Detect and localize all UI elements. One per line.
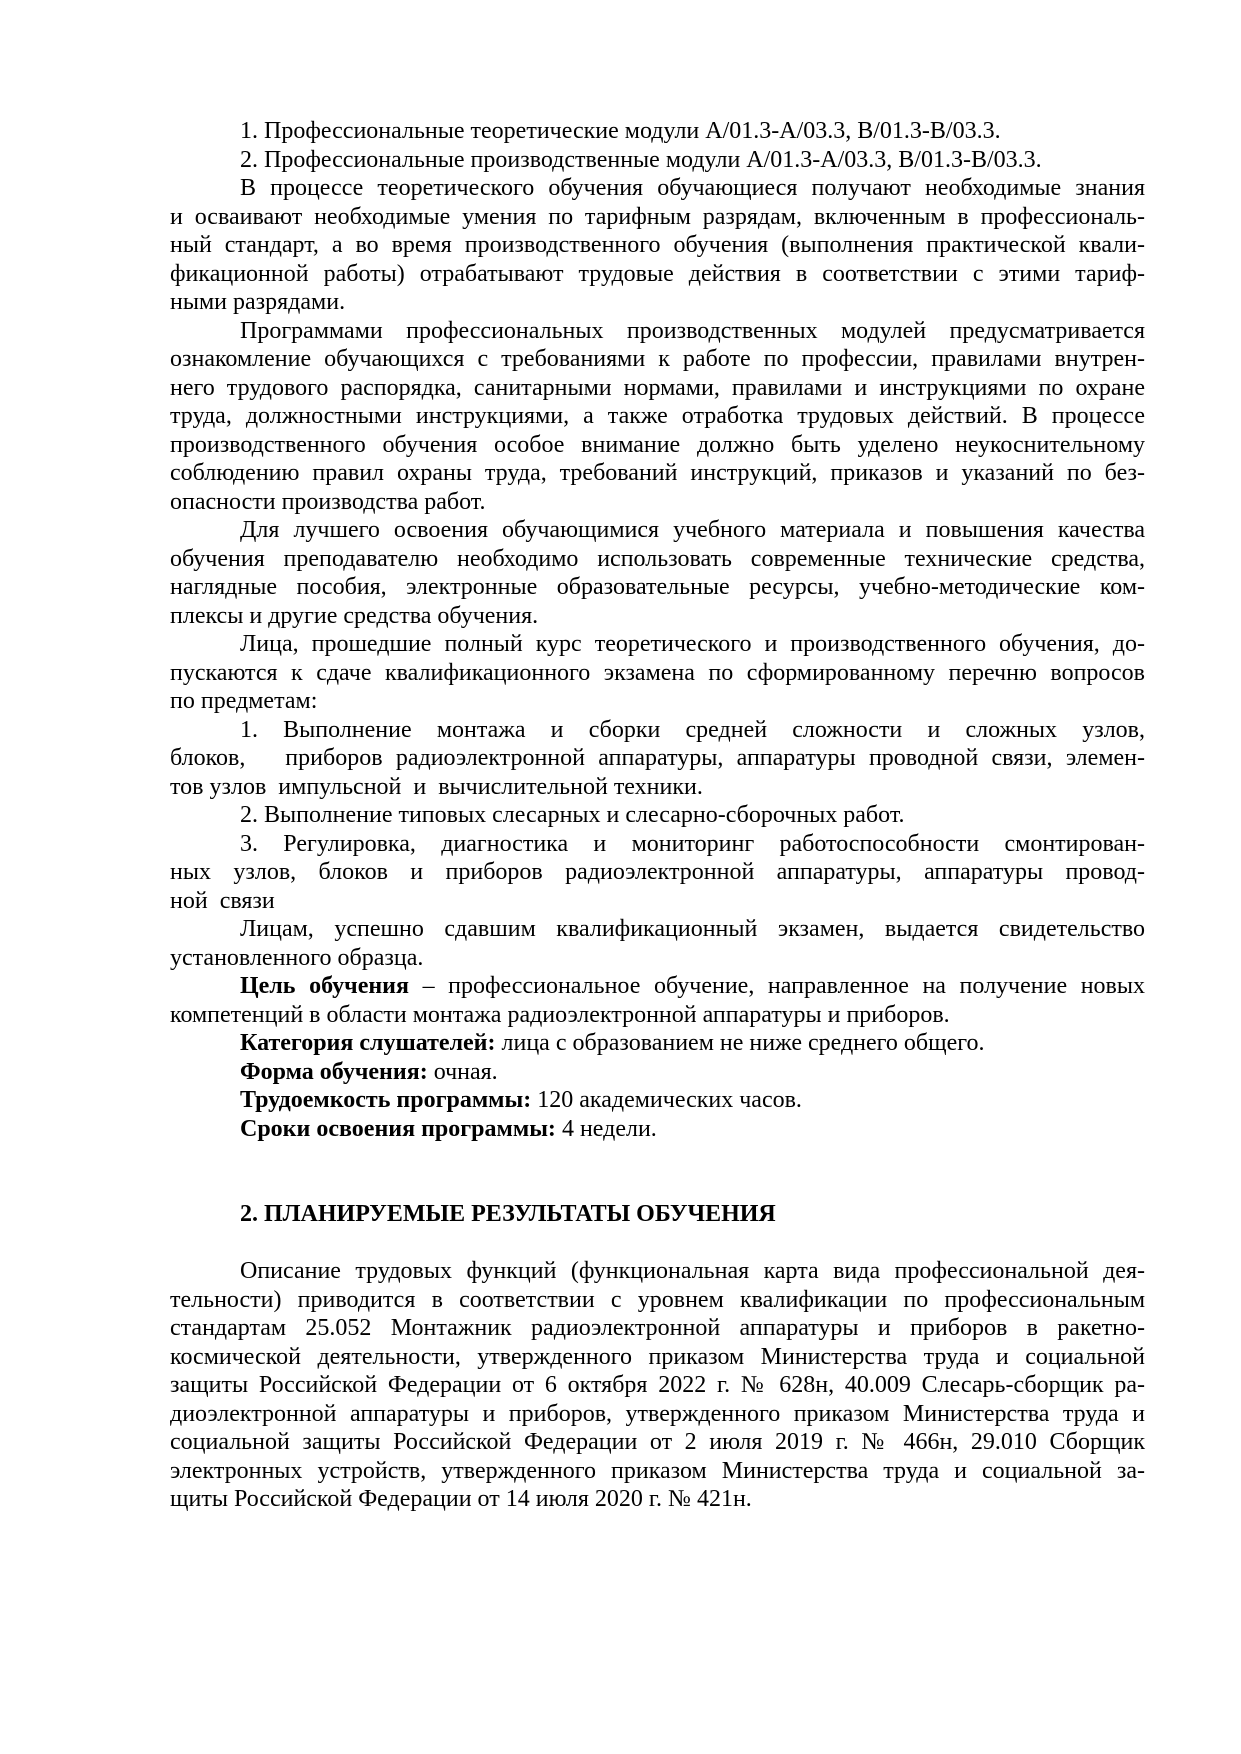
text-line (170, 944, 1145, 973)
text-line (170, 488, 1145, 517)
text-run: диоэлектронной аппаратуры и приборов, утвержденного приказом Министерства труда и (170, 1400, 1145, 1427)
document-content (170, 117, 1145, 1514)
text-line (170, 288, 1145, 317)
text-run: по предметам: (170, 688, 318, 714)
text-run: 1. Профессиональные теоретические модули А/01.3-А/03.3, В/01.3-В/03.3. (240, 118, 1001, 144)
text-run: электронных устройств, утвержденного приказом Министерства труда и социальной за- (170, 1457, 1145, 1484)
text-line (170, 659, 1145, 688)
text-run: обучения преподавателю необходимо использовать современные технические средства, (170, 545, 1145, 572)
text-run: 3. Регулировка, диагностика и мониторинг работоспособности смонтирован- (240, 830, 1145, 857)
text-run: Лицам, успешно сдавшим квалификационный экзамен, выдается свидетельство (240, 916, 1145, 942)
text-run: и осваивают необходимые умения по тарифным разрядам, включенным в профессиональ- (170, 203, 1145, 230)
text-line (170, 1115, 1145, 1144)
text-run: стандартам 25.052 Монтажник радиоэлектронной аппаратуры и приборов в ракетно- (170, 1315, 1145, 1341)
field-program-workload (170, 1086, 1145, 1115)
text-line (170, 716, 1145, 745)
text-run: 1. Выполнение монтажа и сборки средней сложности и сложных узлов, (240, 716, 1145, 743)
text-run: плексы и другие средства обучения. (170, 602, 539, 629)
text-line (170, 374, 1145, 403)
text-line (170, 459, 1145, 488)
text-run: космической деятельности, утвержденного приказом Министерства труда и социальной (170, 1343, 1145, 1370)
bold-text-run: 2. ПЛАНИРУЕМЫЕ РЕЗУЛЬТАТЫ ОБУЧЕНИЯ (240, 1201, 776, 1227)
text-line (170, 231, 1145, 260)
text-line (170, 887, 1145, 916)
text-run: социальной защиты Российской Федерации от 2 июля 2019 г. № 466н, 29.010 Сборщик (170, 1429, 1145, 1455)
paragraph-certificate (170, 915, 1145, 972)
text-run: установленного образца. (170, 944, 424, 971)
text-line (170, 203, 1145, 232)
text-run: производственного обучения особое внимание должно быть уделено неукоснительному (170, 431, 1145, 458)
text-line (170, 260, 1145, 289)
text-run: – профессиональное обучение, направленное на получение новых (408, 973, 1145, 999)
text-run: ных узлов, блоков и приборов радиоэлектронной аппаратуры, аппаратуры провод- (170, 859, 1145, 885)
text-line (170, 317, 1145, 346)
text-run: блоков, приборов радиоэлектронной аппаратуры, аппаратуры проводной связи, элемен- (170, 745, 1145, 771)
text-run: компетенций в области монтажа радиоэлектронной аппаратуры и приборов. (170, 1001, 950, 1028)
text-run: Для лучшего освоения обучающимися учебного материала и повышения качества (240, 517, 1145, 543)
paragraph-theoretical-training (170, 174, 1145, 317)
field-training-form (170, 1058, 1145, 1087)
section-heading-planned-results (170, 1200, 1145, 1229)
text-line (170, 773, 1145, 802)
text-line (170, 687, 1145, 716)
text-run: ознакомление обучающихся с требованиями к работе по профессии, правилами внутрен- (170, 346, 1145, 372)
vertical-spacer (170, 1143, 1145, 1200)
text-line (170, 1001, 1145, 1030)
text-line (170, 1343, 1145, 1372)
text-line (170, 117, 1145, 146)
paragraph-labor-functions (170, 1257, 1145, 1514)
text-run: него трудового распорядка, санитарными нормами, правилами и инструкциями по охране (170, 374, 1145, 401)
text-run: ный стандарт, а во время производственного обучения (выполнения практической квали- (170, 232, 1145, 258)
exam-subject-1 (170, 716, 1145, 802)
text-line (170, 402, 1145, 431)
text-line (170, 1428, 1145, 1457)
text-line (170, 174, 1145, 203)
field-listener-category (170, 1029, 1145, 1058)
text-run: ной связи (170, 887, 275, 914)
paragraph-teaching-aids (170, 516, 1145, 630)
text-run: ными разрядами. (170, 289, 346, 315)
text-line (170, 1086, 1145, 1115)
text-line (170, 830, 1145, 859)
exam-subject-3 (170, 830, 1145, 916)
text-run: труда, должностными инструкциями, а также отработка трудовых действий. В процессе (170, 403, 1145, 429)
text-run: 120 академических часов. (531, 1087, 802, 1113)
bold-text-run: Категория слушателей: (240, 1030, 496, 1056)
field-program-duration (170, 1115, 1145, 1144)
text-line (170, 146, 1145, 175)
text-run: тельности) приводится в соответствии с уровнем квалификации по профессиональным (170, 1286, 1145, 1313)
text-line (170, 345, 1145, 374)
text-run: наглядные пособия, электронные образовательные ресурсы, учебно-методические ком- (170, 574, 1145, 600)
text-line (170, 545, 1145, 574)
bold-text-run: Трудоемкость программы: (240, 1087, 532, 1113)
text-line (170, 1257, 1145, 1286)
text-run: 2. Профессиональные производственные модули А/01.3-А/03.3, В/01.3-В/03.3. (240, 146, 1042, 173)
text-line (170, 1457, 1145, 1486)
text-run: 4 недели. (555, 1115, 657, 1142)
text-line (170, 516, 1145, 545)
text-line (170, 801, 1145, 830)
text-line (170, 1058, 1145, 1087)
text-line (170, 972, 1145, 1001)
text-run: фикационной работы) отрабатывают трудовые действия в соответствии с этими тариф- (170, 260, 1145, 287)
text-line (170, 1371, 1145, 1400)
paragraph-training-goal (170, 972, 1145, 1029)
text-run: В процессе теоретического обучения обучающиеся получают необходимые знания (240, 175, 1145, 201)
text-run: очная. (427, 1058, 498, 1085)
text-run: Описание трудовых функций (функциональная карта вида профессиональной дея- (240, 1258, 1145, 1284)
text-line (170, 1400, 1145, 1429)
text-line (170, 1485, 1145, 1514)
vertical-spacer (170, 1229, 1145, 1258)
text-run: Лица, прошедшие полный курс теоретического и производственного обучения, до- (240, 631, 1145, 657)
text-run: Программами профессиональных производственных модулей предусматривается (240, 317, 1145, 344)
bold-text-run: Форма обучения: (240, 1058, 428, 1085)
text-run: щиты Российской Федерации от 14 июля 2020 г. № 421н. (170, 1486, 752, 1512)
bold-text-run: Сроки освоения программы: (240, 1115, 556, 1142)
bold-text-run: Цель обучения (240, 973, 409, 999)
paragraph-production-programs (170, 317, 1145, 517)
text-line (170, 915, 1145, 944)
list-item-production-modules (170, 146, 1145, 175)
text-line (170, 573, 1145, 602)
text-line (170, 744, 1145, 773)
text-run: пускаются к сдаче квалификационного экзамена по сформированному перечню вопросов (170, 659, 1145, 686)
paragraph-exam-admission (170, 630, 1145, 716)
text-line (170, 1200, 1145, 1229)
text-line (170, 1314, 1145, 1343)
text-run: 2. Выполнение типовых слесарных и слесарно-сборочных работ. (240, 802, 905, 828)
exam-subject-2 (170, 801, 1145, 830)
text-run: тов узлов импульсной и вычислительной техники. (170, 773, 703, 800)
text-run: лица с образованием не ниже среднего общего. (495, 1030, 985, 1056)
text-line (170, 630, 1145, 659)
text-run: защиты Российской Федерации от 6 октября 2022 г. № 628н, 40.009 Слесарь-сборщик ра- (170, 1372, 1145, 1398)
text-line (170, 1029, 1145, 1058)
text-line (170, 431, 1145, 460)
text-run: соблюдению правил охраны труда, требований инструкций, приказов и указаний по без- (170, 460, 1145, 486)
text-line (170, 602, 1145, 631)
text-run: опасности производства работ. (170, 488, 486, 515)
text-line (170, 1286, 1145, 1315)
list-item-theoretical-modules (170, 117, 1145, 146)
text-line (170, 858, 1145, 887)
